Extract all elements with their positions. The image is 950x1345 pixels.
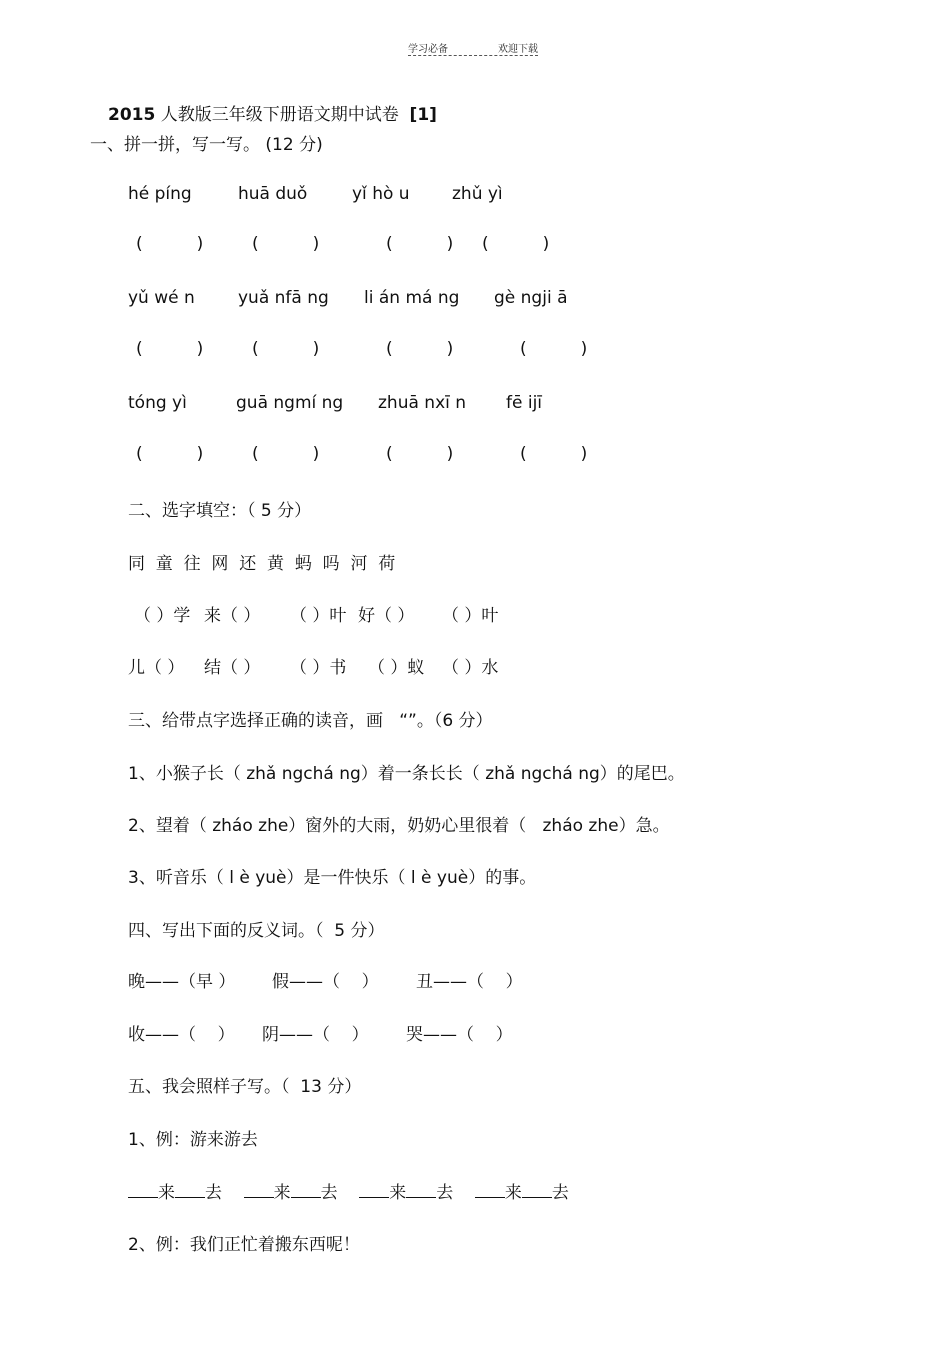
pinyin-cell: huā duǒ	[238, 184, 308, 204]
fill-item[interactable]: （ ）叶	[442, 606, 499, 626]
char-choices: 同 童 往 网 还 黄 蚂 吗 河 荷	[128, 554, 396, 574]
reading-item[interactable]: 1、小猴子长（ zhǎ ngchá ng）着一条长长（ zhǎ ngchá ng）的尾巴。	[128, 764, 685, 784]
answer-paren[interactable]: ( )	[252, 339, 320, 359]
answer-paren[interactable]: ( )	[520, 339, 588, 359]
antonym-item[interactable]: 晚——（早 ）	[128, 972, 236, 992]
example-2: 2、例：我们正忙着搬东西呢！	[128, 1235, 360, 1255]
reading-item[interactable]: 3、听音乐（ l è yuè）是一件快乐（ l è yuè）的事。	[128, 868, 537, 888]
pinyin-cell: gè ngji ā	[494, 288, 568, 308]
answer-paren[interactable]: ( )	[386, 234, 454, 254]
fill-item[interactable]: 好（ ）	[358, 606, 415, 626]
pinyin-cell: yuǎ nfā ng	[238, 288, 329, 308]
title-tag: [1]	[409, 105, 437, 125]
pinyin-cell: yǐ hò u	[352, 184, 410, 204]
answer-paren[interactable]: ( )	[252, 234, 320, 254]
answer-paren[interactable]: ( )	[252, 444, 320, 464]
header-divider	[408, 55, 538, 56]
answer-paren[interactable]: ( )	[386, 444, 454, 464]
fill-item[interactable]: 来（ ）	[204, 606, 261, 626]
section-4-heading: 四、写出下面的反义词。（ 5 分）	[128, 921, 385, 941]
section-2-heading: 二、选字填空：（ 5 分）	[128, 501, 312, 521]
fill-item[interactable]: （ ）书	[290, 658, 347, 678]
blank-field[interactable]	[244, 1183, 274, 1198]
imitation-line	[128, 1178, 569, 1203]
pinyin-cell: yǔ wé n	[128, 288, 195, 308]
blank-field[interactable]	[406, 1183, 436, 1198]
pinyin-cell: zhuā nxī n	[378, 393, 467, 413]
word-qu: 去	[436, 1183, 454, 1203]
word-lai: 来	[504, 1183, 522, 1203]
section-3-heading: 三、给带点字选择正确的读音，画 “”。（6 分）	[128, 711, 493, 731]
reading-item[interactable]: 2、望着（ zháo zhe）窗外的大雨，奶奶心里很着（ zháo zhe）急。	[128, 816, 670, 836]
answer-paren[interactable]: ( )	[136, 444, 204, 464]
answer-paren[interactable]: ( )	[386, 339, 454, 359]
title-year: 2015	[108, 105, 156, 125]
word-qu: 去	[205, 1183, 222, 1203]
blank-field[interactable]	[291, 1183, 321, 1198]
section-1-heading: 一、拼一拼，写一写。 (12 分)	[90, 135, 323, 155]
header-right: 欢迎下载	[498, 44, 538, 55]
word-lai: 来	[273, 1183, 291, 1203]
title-text: 人教版三年级下册语文期中试卷	[160, 105, 399, 125]
word-lai: 来	[158, 1183, 175, 1203]
answer-paren[interactable]: ( )	[136, 234, 204, 254]
fill-item[interactable]: 儿（ ）	[128, 658, 185, 678]
fill-item[interactable]: 结（ ）	[204, 658, 261, 678]
blank-field[interactable]	[522, 1183, 552, 1198]
answer-paren[interactable]: ( )	[520, 444, 588, 464]
pinyin-cell: zhǔ yì	[452, 184, 503, 204]
antonym-item[interactable]: 阴——（ ）	[262, 1025, 369, 1045]
blank-field[interactable]	[475, 1183, 505, 1198]
pinyin-cell: tóng yì	[128, 393, 187, 413]
fill-item[interactable]: （ ）叶	[290, 606, 347, 626]
section-5-heading: 五、我会照样子写。（ 13 分）	[128, 1077, 362, 1097]
pinyin-cell: guā ngmí ng	[236, 393, 344, 413]
pinyin-cell: fē ijī	[506, 393, 543, 413]
antonym-item[interactable]: 丑——（ ）	[416, 972, 523, 992]
blank-field[interactable]	[175, 1183, 205, 1198]
word-qu: 去	[320, 1183, 338, 1203]
answer-paren[interactable]: ( )	[482, 234, 550, 254]
antonym-item[interactable]: 哭——（ ）	[406, 1025, 513, 1045]
blank-field[interactable]	[128, 1183, 158, 1198]
fill-item[interactable]: （ ）学	[134, 606, 191, 626]
pinyin-cell: li án má ng	[364, 288, 460, 308]
header-left: 学习必备	[408, 44, 448, 55]
word-lai: 来	[389, 1183, 407, 1203]
example-1: 1、例：游来游去	[128, 1130, 258, 1150]
antonym-item[interactable]: 收——（ ）	[128, 1025, 235, 1045]
fill-item[interactable]: （ ）蚁	[368, 658, 425, 678]
pinyin-cell: hé píng	[128, 184, 192, 204]
page-title	[108, 100, 437, 125]
fill-item[interactable]: （ ）水	[442, 658, 499, 678]
antonym-item[interactable]: 假——（ ）	[272, 972, 379, 992]
word-qu: 去	[551, 1183, 569, 1203]
answer-paren[interactable]: ( )	[136, 339, 204, 359]
blank-field[interactable]	[359, 1183, 389, 1198]
